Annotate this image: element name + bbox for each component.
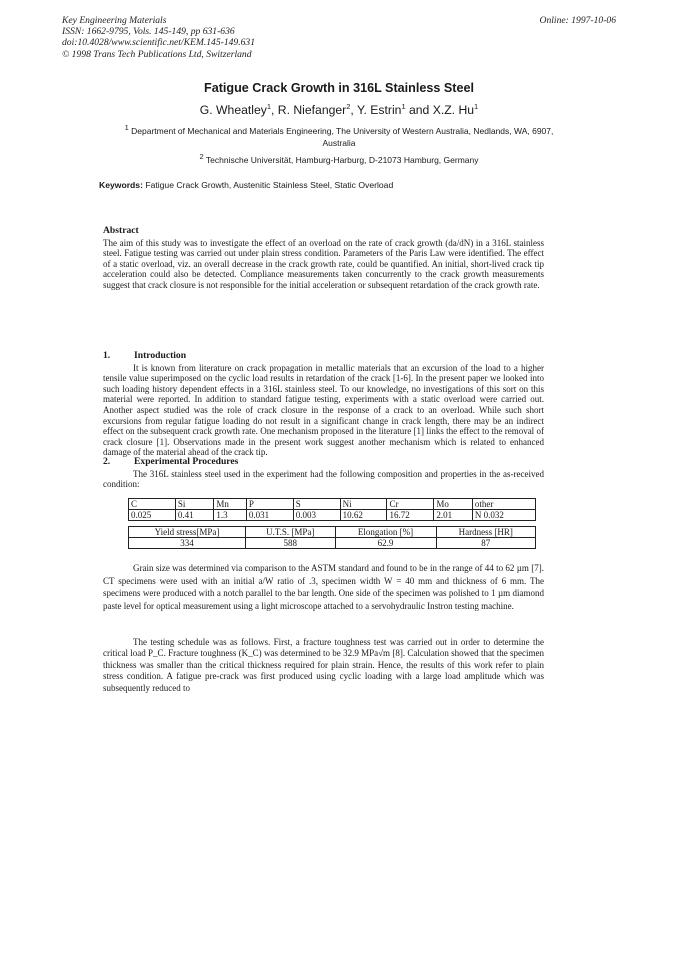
table-cell: 0.025 [129,510,176,521]
doi-line[interactable]: doi:10.4028/www.scientific.net/KEM.145-149.631 [62,37,256,49]
author-separator: and [405,103,433,117]
author-separator: , [271,103,278,117]
table-cell: 62.9 [335,538,436,549]
table-cell: N 0.032 [472,510,535,521]
affiliation-text: Department of Mechanical and Materials Engineering, The University of Western Australia, Nedlands, WA, 6907, Australia [131,126,554,148]
keywords-label: Keywords: [99,180,143,190]
affiliation-2 [110,152,568,167]
affiliation-text: Technische Universität, Hamburg-Harburg, D-21073 Hamburg, Germany [205,155,479,165]
table-cell: 87 [436,538,535,549]
section-title: Experimental Procedures [134,456,239,467]
section-heading [103,457,544,468]
author-name: R. Niefanger [277,103,347,117]
section-title: Introduction [134,350,187,361]
table-header-cell: Ni [340,499,387,510]
author-list [0,103,678,117]
keywords-text: Fatigue Crack Growth, Austenitic Stainless Steel, Static Overload [145,180,394,190]
keywords [99,180,579,190]
table-cell: 0.003 [293,510,340,521]
table-header-cell: Si [175,499,214,510]
table-header-cell: C [129,499,176,510]
affiliation-mark: 2 [199,152,204,162]
table-cell: 588 [246,538,335,549]
table-header-cell: Mn [214,499,247,510]
table-header-cell: Hardness [HR] [436,527,535,538]
copyright-line: © 1998 Trans Tech Publications Ltd, Switzerland [62,48,252,60]
table-header-cell: Elongation [%] [335,527,436,538]
grain-size-paragraph [103,562,544,612]
author-aff-mark: 2 [346,101,351,111]
table-header-cell: Cr [387,499,434,510]
section-number: 2. [103,456,111,467]
table-row [129,499,536,510]
table-row [129,538,536,549]
author-name: X.Z. Hu [432,103,475,117]
table-header-cell: S [293,499,340,510]
author-aff-mark: 1 [266,101,272,111]
table-cell: 2.01 [434,510,473,521]
table-cell: 334 [129,538,246,549]
author-aff-mark: 1 [474,101,479,111]
table-header-cell: P [246,499,293,510]
grain-size-text: Grain size was determined via comparison to the ASTM standard and found to be in the range of 44 to 62 µm [7]. CT specimens were used with an initial a/W ratio of .3, specimen width W = 40 mm and thickness of 6 mm. The specimens were produced with a notch parallel to the bar length. One side of the specimen was polished to 1 µm diamond paste level for optical measurement using a light microscope attached to a servohydraulic Instron testing machine. [103,563,544,611]
author-aff-mark: 1 [401,101,406,111]
section-number: 1. [103,350,111,361]
affiliation-mark: 1 [124,123,129,133]
table-header-cell: Mo [434,499,473,510]
author-name: Y. Estrin [356,103,402,117]
table-header-cell: other [472,499,535,510]
experimental-intro-text: The 316L stainless steel used in the experiment had the following composition and properties in the as-received condition: [103,468,544,490]
affiliation-1 [110,123,568,149]
author-name: G. Wheatley [199,103,267,117]
table-cell: 16.72 [387,510,434,521]
abstract-section [103,226,544,291]
journal-header [62,15,255,60]
testing-schedule-text: The testing schedule was as follows. First, a fracture toughness test was carried out in order to determine the critical load P_C. Fracture toughness (K_C) was determined to be 32.9 MPa√m [8]. Calculation showed that the specimen thickness was smaller than the critical thickness required for plain strain. Hence, the results of this work refer to plain stress condition. A fatigue pre-crack was first produced using cyclic loading with a large load amplitude which was subsequently reduced to [103,637,544,693]
section-heading [103,351,544,362]
journal-name: Key Engineering Materials [62,15,167,26]
abstract-heading: Abstract [103,225,139,236]
table-cell: 1.3 [214,510,247,521]
table-cell: 10.62 [340,510,387,521]
introduction-section [103,351,544,458]
table-row [129,527,536,538]
table-cell: 0.031 [246,510,293,521]
author-separator: , [350,103,357,117]
properties-table [128,526,536,549]
testing-schedule-paragraph [103,637,544,694]
experimental-section [103,457,544,490]
table-header-cell: Yield stress[MPa] [129,527,246,538]
issn-line: ISSN: 1662-9795, Vols. 145-149, pp 631-636 [62,26,235,38]
introduction-text: It is known from literature on crack propagation in metallic materials that an excursion of the load to a higher tensile value superimposed on the cyclic load results in retardation of the crack [1-6]. In the present paper we looked into such loading history dependent effects in a 316L stainless steel. To our knowledge, no investigations of this sort on this material were reported. In addition to standard fatigue testing, experiments with a static overload were carried out. Another aspect studied was the role of crack closure in the response of a crack to an overload. While such short excursions from regular fatigue loading do not result in a significant change in crack length, there may be an indirect effect on the subsequent crack growth rate. One mechanism proposed in the literature [1] links the effect to the removal of crack closure [1]. Observations made in the present work suggest another mechanism which is related to enhanced damage of the material ahead of the crack tip. [103,362,544,458]
paper-title: Fatigue Crack Growth in 316L Stainless Steel [204,81,474,95]
table-cell: 0.41 [175,510,214,521]
online-date: Online: 1997-10-06 [539,15,616,26]
table-row [129,510,536,521]
abstract-text: The aim of this study was to investigate the effect of an overload on the rate of crack growth (da/dN) in a 316L stainless steel. Fatigue testing was carried out under plain stress condition. Parameters of the Paris Law were identified. The effect of a static overload, viz. an overall decrease in the crack growth rate, could be quantified. An initial, short-lived crack tip acceleration could also be detected. Compliance measurements taken concurrently to the crack growth measurements suggest that crack closure is not responsible for the initial acceleration or subsequent retardation of the crack growth rate. [103,237,544,290]
composition-table [128,498,536,521]
table-header-cell: U.T.S. [MPa] [246,527,335,538]
